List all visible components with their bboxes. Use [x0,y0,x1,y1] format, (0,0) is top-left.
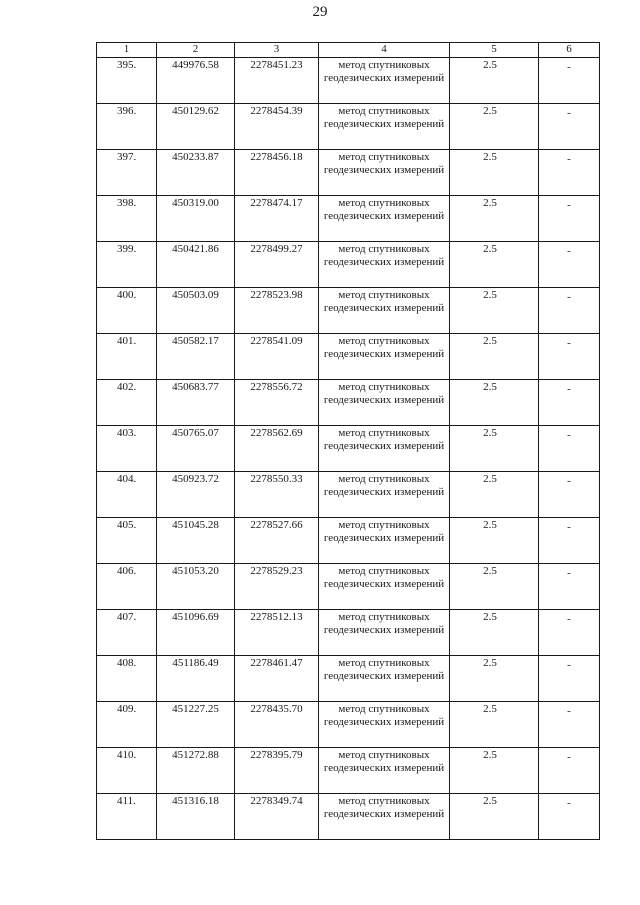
accuracy-cell: 2.5 [450,610,539,656]
coordinates-table [96,42,600,840]
x-coordinate-cell: 450503.09 [157,288,235,334]
note-cell: - [539,610,600,656]
table-row [97,610,600,656]
x-coordinate-cell: 450129.62 [157,104,235,150]
table-row [97,150,600,196]
point-number-cell: 411. [97,794,157,840]
table-row [97,426,600,472]
table-row [97,794,600,840]
note-cell: - [539,702,600,748]
x-coordinate-cell: 451316.18 [157,794,235,840]
method-cell: метод спутниковых геодезических измерений [319,748,450,794]
table-row [97,748,600,794]
x-coordinate-cell: 451272.88 [157,748,235,794]
y-coordinate-cell: 2278499.27 [235,242,319,288]
column-header-1: 1 [97,43,157,58]
y-coordinate-cell: 2278556.72 [235,380,319,426]
accuracy-cell: 2.5 [450,380,539,426]
accuracy-cell: 2.5 [450,472,539,518]
method-cell: метод спутниковых геодезических измерений [319,334,450,380]
y-coordinate-cell: 2278451.23 [235,58,319,104]
accuracy-cell: 2.5 [450,288,539,334]
column-header-6: 6 [539,43,600,58]
x-coordinate-cell: 450582.17 [157,334,235,380]
y-coordinate-cell: 2278349.74 [235,794,319,840]
table-row [97,58,600,104]
table-row [97,242,600,288]
table-row [97,104,600,150]
y-coordinate-cell: 2278541.09 [235,334,319,380]
accuracy-cell: 2.5 [450,196,539,242]
note-cell: - [539,518,600,564]
y-coordinate-cell: 2278395.79 [235,748,319,794]
accuracy-cell: 2.5 [450,518,539,564]
method-cell: метод спутниковых геодезических измерений [319,426,450,472]
note-cell: - [539,748,600,794]
point-number-cell: 406. [97,564,157,610]
method-cell: метод спутниковых геодезических измерений [319,196,450,242]
method-cell: метод спутниковых геодезических измерений [319,702,450,748]
accuracy-cell: 2.5 [450,58,539,104]
method-cell: метод спутниковых геодезических измерений [319,288,450,334]
note-cell: - [539,58,600,104]
table-header-row [97,43,600,58]
table-row [97,288,600,334]
accuracy-cell: 2.5 [450,334,539,380]
method-cell: метод спутниковых геодезических измерений [319,794,450,840]
point-number-cell: 395. [97,58,157,104]
x-coordinate-cell: 451045.28 [157,518,235,564]
column-header-5: 5 [450,43,539,58]
method-cell: метод спутниковых геодезических измерений [319,380,450,426]
accuracy-cell: 2.5 [450,426,539,472]
point-number-cell: 400. [97,288,157,334]
x-coordinate-cell: 450765.07 [157,426,235,472]
x-coordinate-cell: 451053.20 [157,564,235,610]
point-number-cell: 407. [97,610,157,656]
point-number-cell: 404. [97,472,157,518]
accuracy-cell: 2.5 [450,748,539,794]
table-row [97,334,600,380]
y-coordinate-cell: 2278456.18 [235,150,319,196]
method-cell: метод спутниковых геодезических измерений [319,518,450,564]
x-coordinate-cell: 449976.58 [157,58,235,104]
y-coordinate-cell: 2278461.47 [235,656,319,702]
method-cell: метод спутниковых геодезических измерений [319,472,450,518]
accuracy-cell: 2.5 [450,794,539,840]
point-number-cell: 399. [97,242,157,288]
x-coordinate-cell: 451096.69 [157,610,235,656]
method-cell: метод спутниковых геодезических измерений [319,104,450,150]
note-cell: - [539,196,600,242]
x-coordinate-cell: 451227.25 [157,702,235,748]
point-number-cell: 401. [97,334,157,380]
note-cell: - [539,472,600,518]
y-coordinate-cell: 2278529.23 [235,564,319,610]
method-cell: метод спутниковых геодезических измерений [319,564,450,610]
point-number-cell: 396. [97,104,157,150]
point-number-cell: 402. [97,380,157,426]
table-row [97,196,600,242]
note-cell: - [539,656,600,702]
note-cell: - [539,794,600,840]
x-coordinate-cell: 450421.86 [157,242,235,288]
note-cell: - [539,380,600,426]
y-coordinate-cell: 2278562.69 [235,426,319,472]
point-number-cell: 410. [97,748,157,794]
column-header-2: 2 [157,43,235,58]
note-cell: - [539,564,600,610]
note-cell: - [539,426,600,472]
method-cell: метод спутниковых геодезических измерений [319,656,450,702]
y-coordinate-cell: 2278474.17 [235,196,319,242]
note-cell: - [539,334,600,380]
y-coordinate-cell: 2278523.98 [235,288,319,334]
accuracy-cell: 2.5 [450,702,539,748]
accuracy-cell: 2.5 [450,656,539,702]
method-cell: метод спутниковых геодезических измерений [319,242,450,288]
y-coordinate-cell: 2278454.39 [235,104,319,150]
note-cell: - [539,288,600,334]
page-number: 29 [312,4,328,20]
accuracy-cell: 2.5 [450,150,539,196]
method-cell: метод спутниковых геодезических измерений [319,610,450,656]
table-row [97,656,600,702]
x-coordinate-cell: 450923.72 [157,472,235,518]
table-row [97,702,600,748]
point-number-cell: 403. [97,426,157,472]
x-coordinate-cell: 450683.77 [157,380,235,426]
method-cell: метод спутниковых геодезических измерений [319,150,450,196]
column-header-4: 4 [319,43,450,58]
column-header-3: 3 [235,43,319,58]
y-coordinate-cell: 2278550.33 [235,472,319,518]
point-number-cell: 405. [97,518,157,564]
note-cell: - [539,242,600,288]
y-coordinate-cell: 2278435.70 [235,702,319,748]
point-number-cell: 398. [97,196,157,242]
note-cell: - [539,150,600,196]
note-cell: - [539,104,600,150]
table-row [97,518,600,564]
point-number-cell: 408. [97,656,157,702]
point-number-cell: 397. [97,150,157,196]
y-coordinate-cell: 2278527.66 [235,518,319,564]
accuracy-cell: 2.5 [450,104,539,150]
accuracy-cell: 2.5 [450,564,539,610]
x-coordinate-cell: 451186.49 [157,656,235,702]
method-cell: метод спутниковых геодезических измерений [319,58,450,104]
table-row [97,564,600,610]
accuracy-cell: 2.5 [450,242,539,288]
point-number-cell: 409. [97,702,157,748]
table-row [97,380,600,426]
table-row [97,472,600,518]
x-coordinate-cell: 450319.00 [157,196,235,242]
x-coordinate-cell: 450233.87 [157,150,235,196]
y-coordinate-cell: 2278512.13 [235,610,319,656]
